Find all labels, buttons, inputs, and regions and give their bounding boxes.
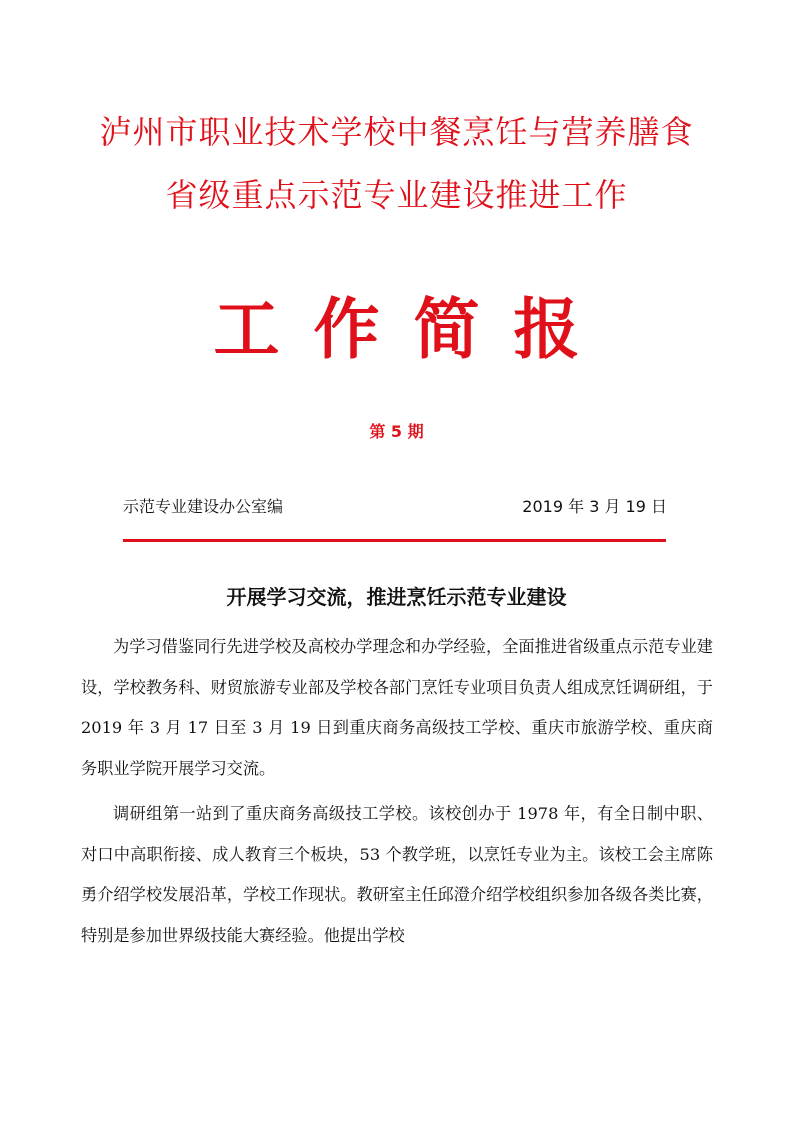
issue-number: 第 5 期 [369,422,424,441]
article-paragraph-1: 为学习借鉴同行先进学校及高校办学理念和办学经验，全面推进省级重点示范专业建设，学校教务科、财贸旅游专业部及学校各部门烹饪专业项目负责人组成烹饪调研组，于 2019 年 3 月 17 日至 3 月 19 日到重庆商务高级技工学校、重庆市旅游学校、重庆商务职业学院开展学习交流。 [81,637,713,778]
article-title: 开展学习交流，推进烹饪示范专业建设 [226,585,567,609]
publish-date: 2019 年 3 月 19 日 [522,497,667,516]
briefing-title-line-2: 省级重点示范专业建设推进工作 [165,176,628,214]
editor-office: 示范专业建设办公室编 [123,497,284,516]
article-paragraph-2: 调研组第一站到了重庆商务高级技工学校。该校创办于 1978 年，有全日制中职、对口中高职衔接、成人教育三个板块，53 个教学班，以烹饪专业为主。该校工会主席陈勇介绍学校发展沿革，学校工作现状。教研室主任邱澄介绍学校组织参加各级各类比赛，特别是参加世界级技能大赛经验。他提出学校 [81,804,713,945]
briefing-title-line-1: 泸州市职业技术学校中餐烹饪与营养膳食 [99,113,694,151]
work-briefing-banner: 工作简报 [213,291,614,368]
red-divider-rule [123,539,666,542]
